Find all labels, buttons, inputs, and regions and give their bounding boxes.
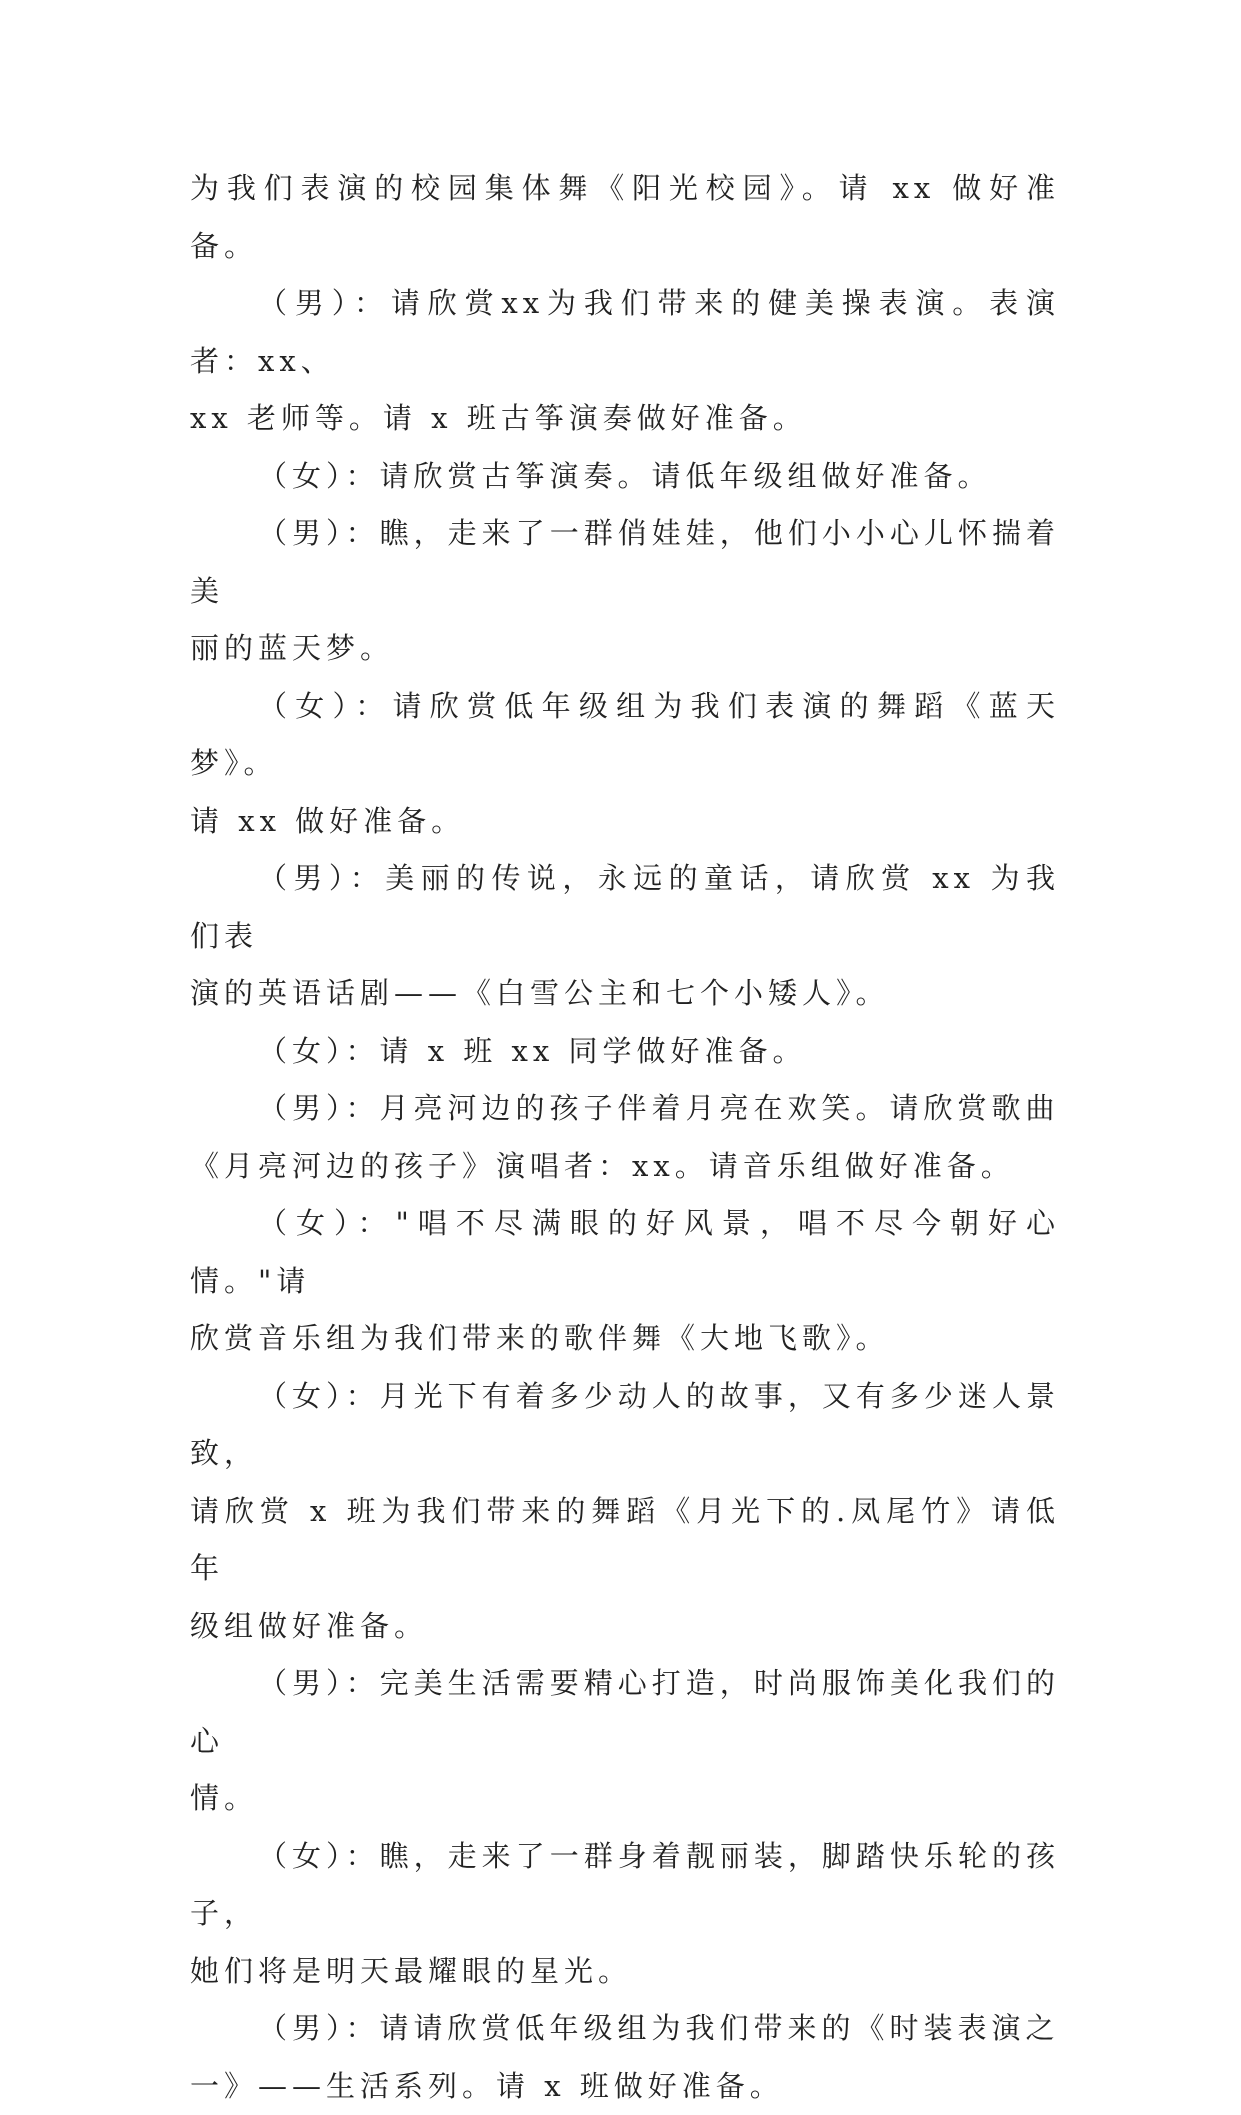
text-line: （女）：请欣赏古筝演奏。请低年级组做好准备。 <box>190 448 1060 506</box>
text-line: （男）：完美生活需要精心打造，时尚服饰美化我们的心 <box>190 1655 1060 1770</box>
paragraph <box>190 1655 1060 1828</box>
paragraph <box>190 1368 1060 1656</box>
text-line: （男）：美丽的传说，永远的童话，请欣赏 xx 为我们表 <box>190 850 1060 965</box>
paragraph <box>190 1828 1060 2001</box>
text-line: （男）：请欣赏xx为我们带来的健美操表演。表演者：xx、 <box>190 275 1060 390</box>
text-line: （女）：瞧，走来了一群身着靓丽装，脚踏快乐轮的孩子， <box>190 1828 1060 1943</box>
text-line: 丽的蓝天梦。 <box>190 620 1060 678</box>
paragraph <box>190 2000 1060 2115</box>
text-line: 《月亮河边的孩子》演唱者：xx。请音乐组做好准备。 <box>190 1138 1060 1196</box>
text-line: （女）：请 x 班 xx 同学做好准备。 <box>190 1023 1060 1081</box>
text-line: 一》——生活系列。请 x 班做好准备。 <box>190 2058 1060 2115</box>
text-line: 请 xx 做好准备。 <box>190 793 1060 851</box>
paragraph <box>190 678 1060 851</box>
text-line: （男）：月亮河边的孩子伴着月亮在欢笑。请欣赏歌曲 <box>190 1080 1060 1138</box>
text-line: 欣赏音乐组为我们带来的歌伴舞《大地飞歌》。 <box>190 1310 1060 1368</box>
paragraph <box>190 1023 1060 1081</box>
paragraph <box>190 275 1060 448</box>
paragraph <box>190 448 1060 506</box>
text-line: 情。 <box>190 1770 1060 1828</box>
paragraph <box>190 1080 1060 1195</box>
text-line: 请欣赏 x 班为我们带来的舞蹈《月光下的.凤尾竹》请低年 <box>190 1483 1060 1598</box>
text-line: （男）：请请欣赏低年级组为我们带来的《时装表演之 <box>190 2000 1060 2058</box>
text-line: （女）：月光下有着多少动人的故事，又有多少迷人景致， <box>190 1368 1060 1483</box>
text-line: （女）：请欣赏低年级组为我们表演的舞蹈《蓝天梦》。 <box>190 678 1060 793</box>
text-line: 级组做好准备。 <box>190 1598 1060 1656</box>
paragraph <box>190 505 1060 678</box>
text-line: xx 老师等。请 x 班古筝演奏做好准备。 <box>190 390 1060 448</box>
text-line: 演的英语话剧——《白雪公主和七个小矮人》。 <box>190 965 1060 1023</box>
paragraph <box>190 1195 1060 1368</box>
text-line: 她们将是明天最耀眼的星光。 <box>190 1943 1060 2001</box>
paragraph <box>190 160 1060 275</box>
text-line: 为我们表演的校园集体舞《阳光校园》。请 xx 做好准备。 <box>190 160 1060 275</box>
text-line: （男）：瞧，走来了一群俏娃娃，他们小小心儿怀揣着美 <box>190 505 1060 620</box>
paragraph <box>190 850 1060 1023</box>
document-body <box>190 160 1060 2115</box>
text-line: （女）："唱不尽满眼的好风景，唱不尽今朝好心情。"请 <box>190 1195 1060 1310</box>
